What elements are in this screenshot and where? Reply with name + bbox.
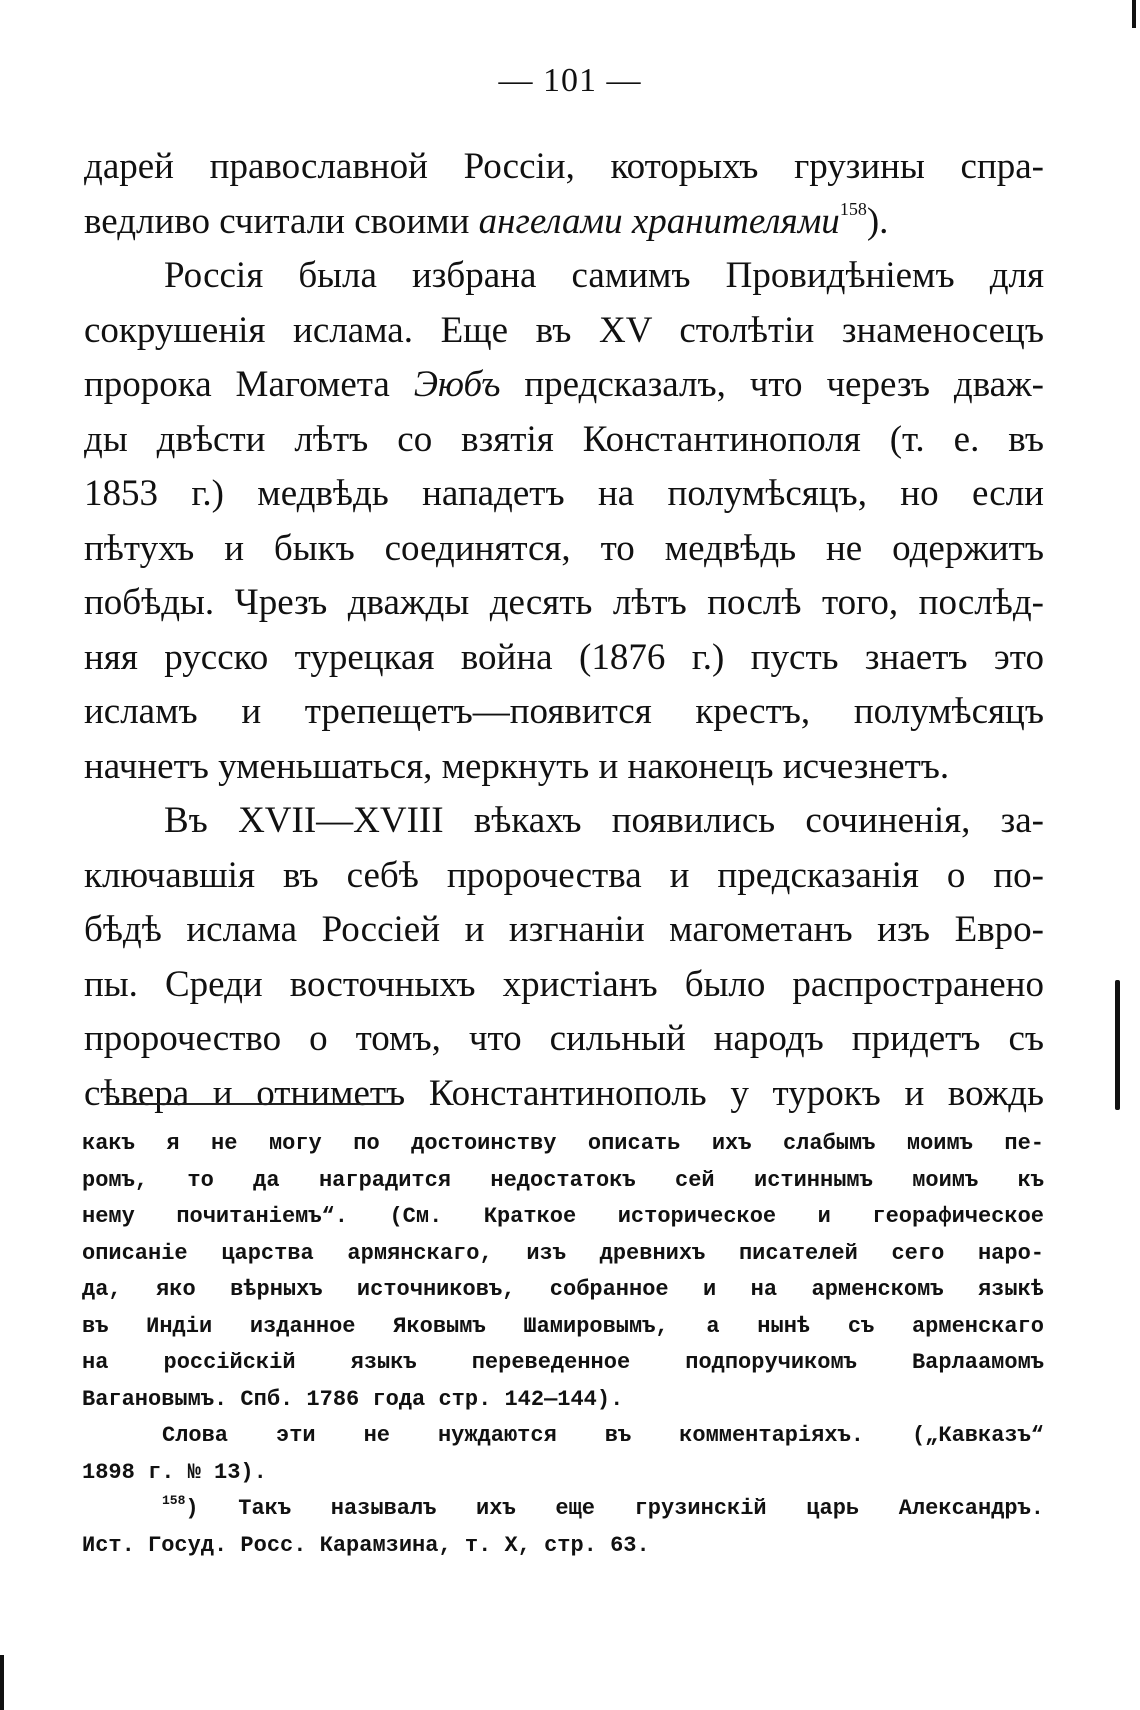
italic-name: Эюбъ <box>413 364 501 405</box>
body-line: Россія была избрана самимъ Провидѣніемъ для <box>164 255 1044 296</box>
footnote-number: 158 <box>162 1493 186 1508</box>
body-line: ды двѣсти лѣтъ со взятія Константинополя (т. е. въ <box>84 418 1044 460</box>
body-line: пы. Среди восточныхъ христіанъ было распространено <box>84 963 1044 1005</box>
body-text <box>84 140 1044 1121</box>
page-number: — 101 — <box>498 62 642 99</box>
body-line: пѣтухъ и быкъ соединятся, то медвѣдь не одержитъ <box>84 527 1044 569</box>
body-line: дарей православной Россіи, которыхъ грузины спра- <box>84 146 1044 187</box>
body-line: бѣдѣ ислама Россіей и изгнаніи магометанъ изъ Евро- <box>84 909 1044 950</box>
footnotes <box>82 1126 1044 1564</box>
body-line: побѣды. Чрезъ дважды десять лѣтъ послѣ того, послѣд- <box>84 582 1044 623</box>
footnote-line: какъ я не могу по достоинству описать ихъ слабымъ моимъ пе- <box>82 1131 1044 1156</box>
body-line: исламъ и трепещетъ—появится крестъ, полумѣсяцъ <box>84 691 1044 732</box>
scan-edge-mark <box>1115 980 1120 1110</box>
footnote-line: на россійскій языкъ переведенное подпоручикомъ Варлаамомъ <box>82 1350 1044 1375</box>
body-line: пророчество о томъ, что сильный народъ придетъ съ <box>84 1018 1044 1059</box>
footnote-line: Слова эти не нуждаются въ комментаріяхъ. („Кавказъ“ <box>162 1423 1044 1448</box>
footnote-line: нему почитаніемъ“. (См. Краткое историческое и георафическое <box>82 1204 1044 1229</box>
footnote-line: 1898 г. № 13). <box>82 1459 267 1485</box>
footnote-line: ромъ, то да наградится недостатокъ сей истиннымъ моимъ къ <box>82 1167 1044 1193</box>
body-line: начнетъ уменьшаться, меркнуть и наконецъ исчезнетъ. <box>84 745 950 787</box>
footnote-line: да, яко вѣрныхъ источниковъ, собранное и на арменскомъ языкѣ <box>82 1277 1044 1302</box>
italic-phrase: ангелами хранителями <box>478 200 840 242</box>
footnote-line: Ист. Госуд. Росс. Карамзина, т. X, стр. 63. <box>82 1532 650 1558</box>
footnote-separator <box>110 1103 400 1105</box>
footnote-reference: 158 <box>839 198 867 219</box>
body-line: Въ XVII—XVIII вѣкахъ появились сочиненія, за- <box>164 800 1044 841</box>
body-line: ведливо считали своими ангелами хранителями$^{158}$). <box>84 198 889 242</box>
footnote-line: $^{158}$) Такъ называлъ ихъ еще грузинскій царь Александръ. <box>162 1493 1044 1521</box>
body-line: сокрушенія ислама. Еще въ XV столѣтіи знаменосецъ <box>84 309 1044 351</box>
body-line: сѣвера и отниметъ Константинополь у турокъ и вождь <box>84 1072 1044 1114</box>
body-line: 1853 г.) медвѣдь нападетъ на полумѣсяцъ, но если <box>84 473 1044 514</box>
body-line: няя русско турецкая война (1876 г.) пусть знаетъ это <box>84 636 1044 678</box>
scan-edge-mark <box>0 1655 4 1710</box>
body-line: ключавшія въ себѣ пророчества и предсказанія о по- <box>84 854 1044 896</box>
body-line: пророка Магомета Эюбъ предсказалъ, что черезъ дваж- <box>84 364 1044 405</box>
footnote-line: Вагановымъ. Спб. 1786 года стр. 142—144). <box>82 1386 624 1412</box>
scan-edge-mark <box>1132 0 1136 28</box>
footnote-line: описаніе царства армянскаго, изъ древнихъ писателей сего наро- <box>82 1240 1044 1266</box>
footnote-line: въ Индіи изданное Яковымъ Шамировымъ, а нынѣ съ арменскаго <box>82 1313 1044 1339</box>
